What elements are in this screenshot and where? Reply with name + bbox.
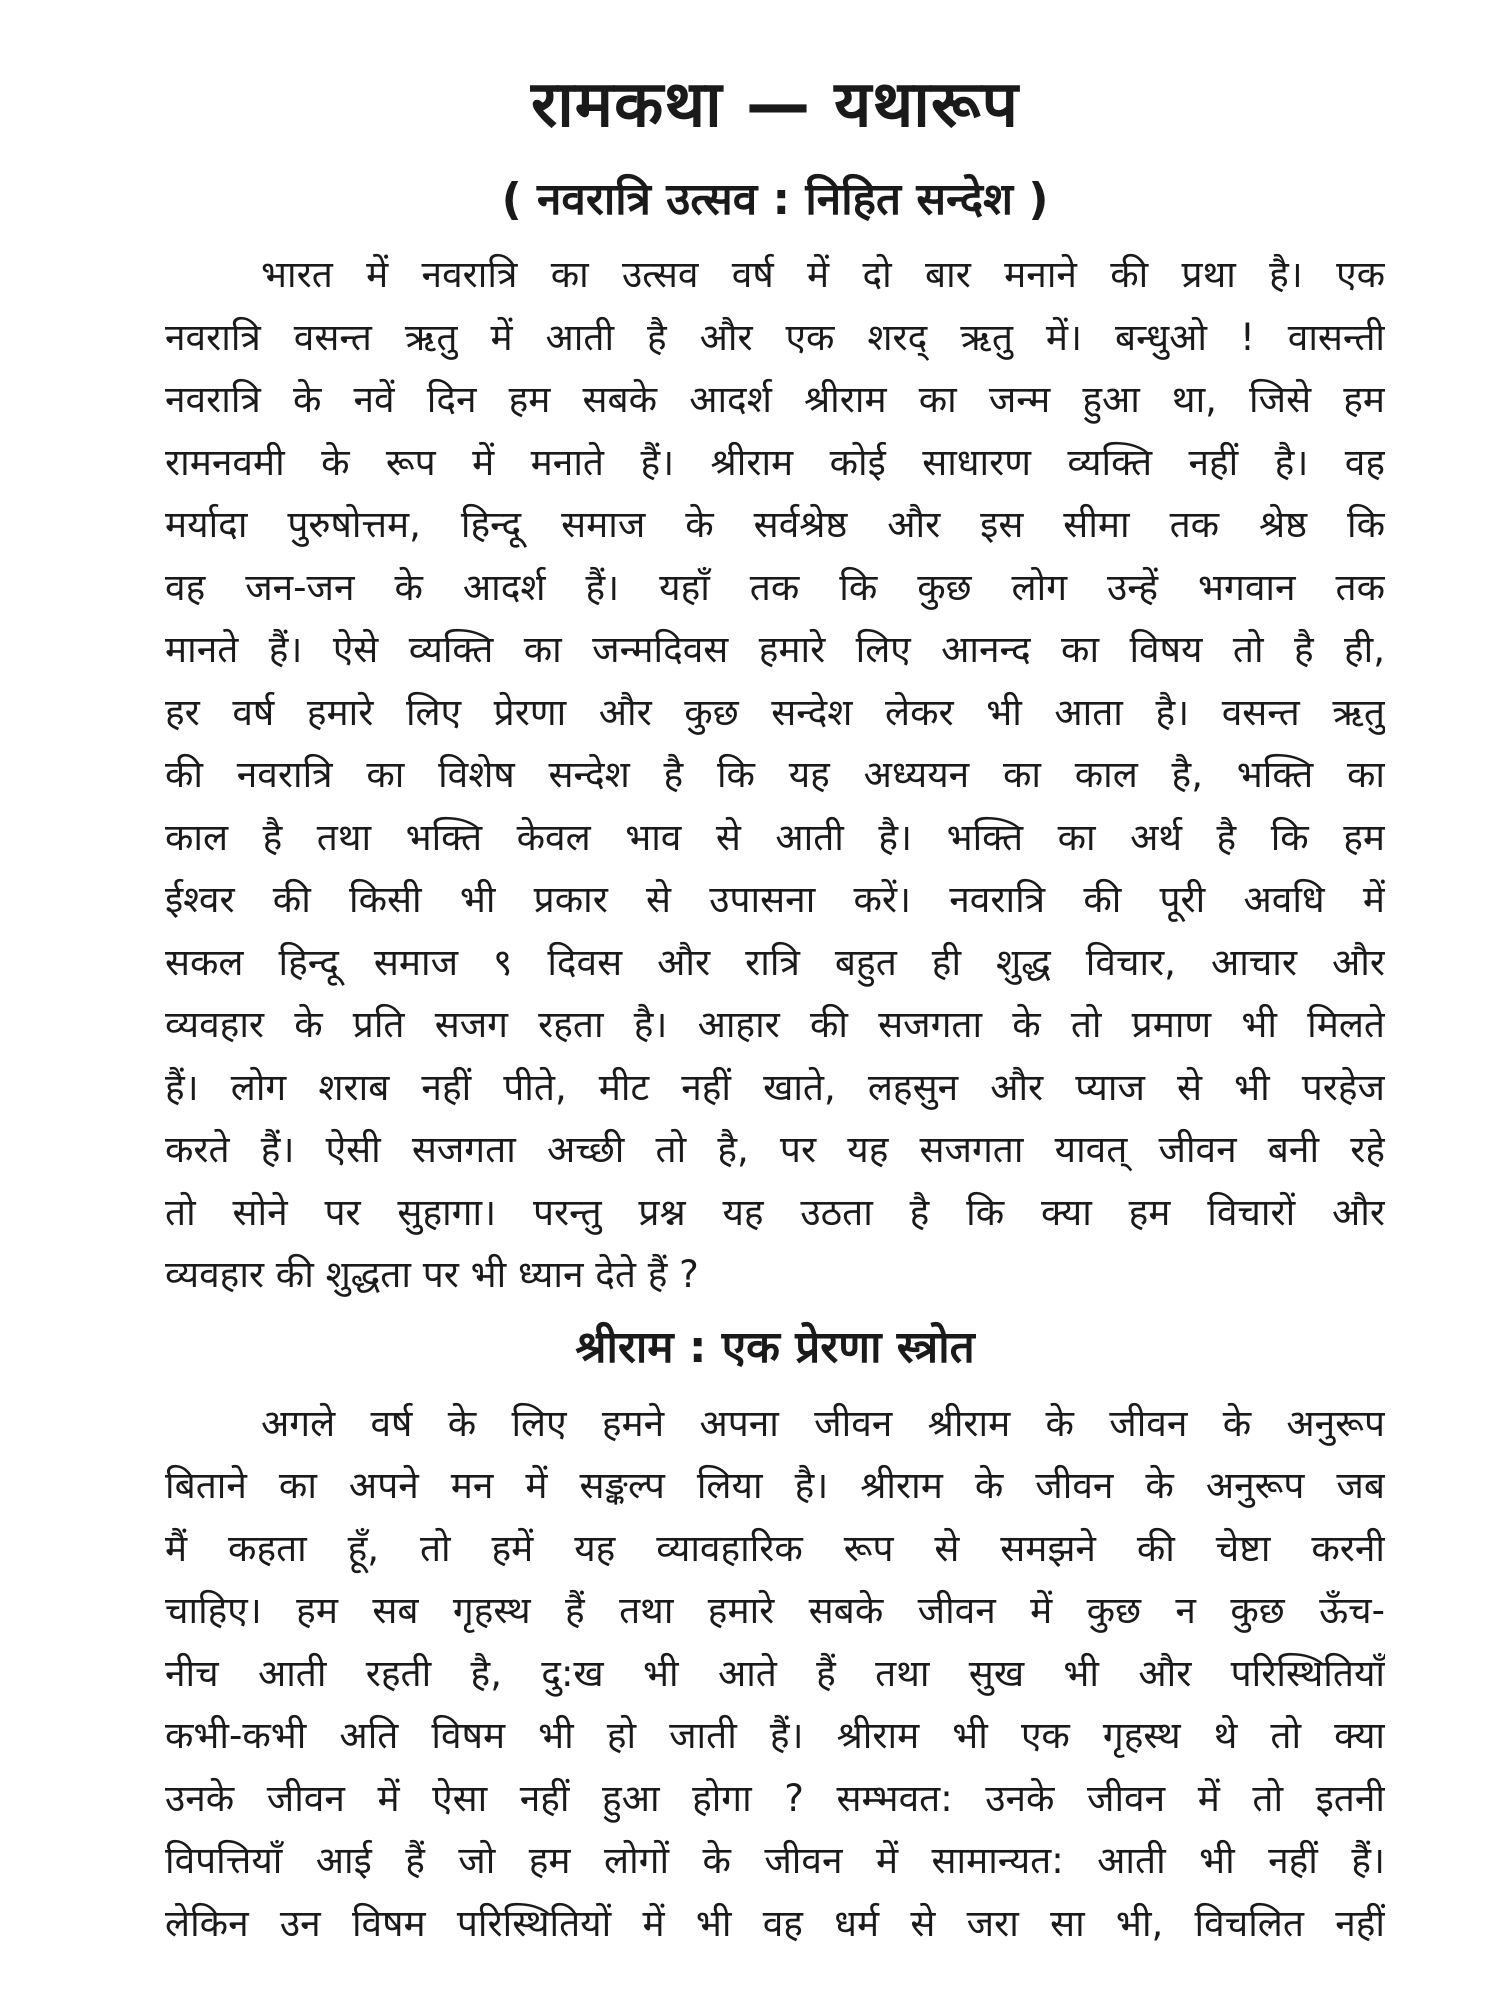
text-line: अगले वर्ष के लिए हमने अपना जीवन श्रीराम के जीवन के अनुरूप — [261, 1401, 1385, 1445]
section-heading: श्रीराम : एक प्रेरणा स्त्रोत — [575, 1321, 975, 1373]
text-line: उनके जीवन में ऐसा नहीं हुआ होगा ? सम्भवत: उनके जीवन में तो इतनी — [165, 1776, 1385, 1820]
text-line: व्यवहार के प्रति सजग रहता है। आहार की सजगता के तो प्रमाण भी मिलते — [165, 1003, 1385, 1046]
text-line: वह जन-जन के आदर्श हैं। यहाँ तक कि कुछ लोग उन्हें भगवान तक — [165, 565, 1385, 609]
text-line: ईश्वर की किसी भी प्रकार से उपासना करें। नवरात्रि की पूरी अवधि में — [165, 878, 1385, 921]
text-line: रामनवमी के रूप में मनाते हैं। श्रीराम कोई साधारण व्यक्ति नहीं है। वह — [165, 440, 1385, 484]
text-line: मर्यादा पुरुषोत्तम, हिन्दू समाज के सर्वश्रेष्ठ और इस सीमा तक श्रेष्ठ कि — [165, 503, 1385, 546]
text-line: काल है तथा भक्ति केवल भाव से आती है। भक्ति का अर्थ है कि हम — [165, 815, 1385, 859]
text-line: नवरात्रि वसन्त ऋतु में आती है और एक शरद् ऋतु में। बन्धुओ ! वासन्ती — [165, 315, 1385, 359]
text-line: हर वर्ष हमारे लिए प्रेरणा और कुछ सन्देश लेकर भी आता है। वसन्त ऋतु — [165, 690, 1385, 734]
text-line: तो सोने पर सुहागा। परन्तु प्रश्न यह उठता है कि क्या हम विचारों और — [165, 1190, 1385, 1234]
text-line: नीच आती रहती है, दु:ख भी आते हैं तथा सुख भी और परिस्थितियाँ — [165, 1651, 1385, 1695]
text-line: नवरात्रि के नवें दिन हम सबके आदर्श श्रीराम का जन्म हुआ था, जिसे हम — [165, 378, 1385, 421]
text-line: चाहिए। हम सब गृहस्थ हैं तथा हमारे सबके जीवन में कुछ न कुछ ऊँच- — [165, 1589, 1385, 1632]
text-line: सकल हिन्दू समाज ९ दिवस और रात्रि बहुत ही शुद्ध विचार, आचार और — [165, 940, 1385, 984]
text-line: बिताने का अपने मन में सङ्कल्प लिया है। श्रीराम के जीवन के अनुरूप जब — [165, 1464, 1385, 1507]
text-line: करते हैं। ऐसी सजगता अच्छी तो है, पर यह सजगता यावत् जीवन बनी रहे — [165, 1128, 1385, 1171]
paragraph-shriram — [165, 1393, 1385, 1956]
text-line: हैं। लोग शराब नहीं पीते, मीट नहीं खाते, लहसुन और प्याज से भी परहेज — [165, 1065, 1385, 1109]
text-line: की नवरात्रि का विशेष सन्देश है कि यह अध्ययन का काल है, भक्ति का — [165, 753, 1385, 796]
document-page — [165, 40, 1385, 1955]
page-title: रामकथा — यथारूप — [531, 68, 1019, 142]
text-line: कभी-कभी अति विषम भी हो जाती हैं। श्रीराम भी एक गृहस्थ थे तो क्या — [165, 1714, 1385, 1757]
text-line: विपत्तियाँ आई हैं जो हम लोगों के जीवन में सामान्यत: आती भी नहीं हैं। — [165, 1839, 1385, 1882]
text-line: व्यवहार की शुद्धता पर भी ध्यान देते हैं ? — [165, 1253, 699, 1296]
paragraph-navratri — [165, 244, 1385, 1307]
page-subtitle: ( नवरात्रि उत्सव : निहित सन्देश ) — [501, 174, 1049, 225]
text-line: लेकिन उन विषम परिस्थितियों में भी वह धर्म से जरा सा भी, विचलित नहीं — [165, 1901, 1385, 1945]
text-line: मैं कहता हूँ, तो हमें यह व्यावहारिक रूप से समझने की चेष्टा करनी — [165, 1526, 1385, 1570]
text-line: मानते हैं। ऐसे व्यक्ति का जन्मदिवस हमारे लिए आनन्द का विषय तो है ही, — [165, 628, 1385, 671]
text-line: भारत में नवरात्रि का उत्सव वर्ष में दो बार मनाने की प्रथा है। एक — [261, 253, 1385, 296]
